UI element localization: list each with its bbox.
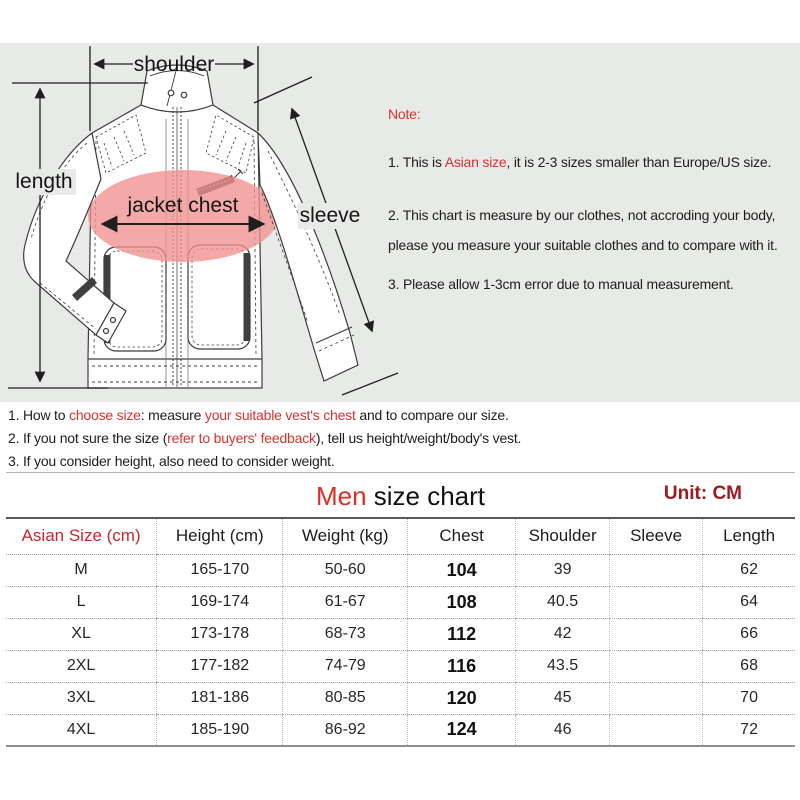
column-header: Length xyxy=(703,518,795,554)
table-cell: 39 xyxy=(516,554,610,586)
table-cell xyxy=(610,682,703,714)
table-cell: 112 xyxy=(408,618,516,650)
unit-label: Unit: CM xyxy=(663,483,742,504)
table-cell: 116 xyxy=(408,650,516,682)
table-row xyxy=(6,650,795,682)
table-cell: 72 xyxy=(703,714,795,746)
table-row xyxy=(6,618,795,650)
column-header: Shoulder xyxy=(516,518,610,554)
table-row xyxy=(6,682,795,714)
table-row xyxy=(6,714,795,746)
text-segment: ), tell us height/weight/body's vest. xyxy=(315,430,522,446)
table-cell: 45 xyxy=(516,682,610,714)
text-segment: refer to buyers' feedback xyxy=(167,430,316,446)
text-segment: , it is 2-3 sizes smaller than Europe/US size. xyxy=(506,154,772,170)
text-segment: Asian size xyxy=(444,154,507,170)
table-cell: 120 xyxy=(408,682,516,714)
diagram-panel xyxy=(0,43,800,402)
table-header-row xyxy=(6,518,795,554)
table-cell: 68-73 xyxy=(283,618,408,650)
text-segment: : measure xyxy=(140,407,205,423)
table-cell: 40.5 xyxy=(516,586,610,618)
column-header: Height (cm) xyxy=(157,518,283,554)
table-cell: 68 xyxy=(703,650,795,682)
column-header: Chest xyxy=(408,518,516,554)
table-cell: 173-178 xyxy=(157,618,283,650)
column-header: Sleeve xyxy=(610,518,703,554)
size-chart-section xyxy=(6,472,795,747)
table-cell: 3XL xyxy=(6,682,157,714)
note-item-2-line2: please you measure your suitable clothes and to compare with it. xyxy=(388,237,778,253)
table-cell: 46 xyxy=(516,714,610,746)
chart-title-rest: size chart xyxy=(366,481,486,511)
table-cell: 86-92 xyxy=(283,714,408,746)
chest-label: jacket chest xyxy=(127,194,239,217)
table-cell: 61-67 xyxy=(283,586,408,618)
table-cell: 169-174 xyxy=(157,586,283,618)
table-cell xyxy=(610,554,703,586)
table-cell: 108 xyxy=(408,586,516,618)
text-segment: 2. If you not sure the size ( xyxy=(8,430,168,446)
table-cell xyxy=(610,586,703,618)
table-row xyxy=(6,554,795,586)
table-cell: L xyxy=(6,586,157,618)
table-cell: 64 xyxy=(703,586,795,618)
table-cell: 177-182 xyxy=(157,650,283,682)
table-cell: 80-85 xyxy=(283,682,408,714)
note-item-2 xyxy=(388,200,798,260)
table-cell: 124 xyxy=(408,714,516,746)
note-item-1 xyxy=(388,152,771,172)
tip-3 xyxy=(8,450,521,473)
size-table xyxy=(6,517,795,747)
chart-title-row xyxy=(6,473,795,517)
table-cell xyxy=(610,714,703,746)
table-cell: M xyxy=(6,554,157,586)
note-item-2-line1: 2. This chart is measure by our clothes, not accroding your body, xyxy=(388,207,776,223)
table-cell: 50-60 xyxy=(283,554,408,586)
table-cell xyxy=(610,618,703,650)
table-cell: 74-79 xyxy=(283,650,408,682)
text-segment: 1. How to xyxy=(8,407,70,423)
tips-section xyxy=(8,404,521,473)
table-cell: 42 xyxy=(516,618,610,650)
table-cell: 4XL xyxy=(6,714,157,746)
table-cell: 185-190 xyxy=(157,714,283,746)
text-segment: 1. This is xyxy=(388,154,445,170)
table-cell: XL xyxy=(6,618,157,650)
table-cell: 181-186 xyxy=(157,682,283,714)
size-table-head xyxy=(6,518,795,554)
chart-title-men: Men xyxy=(315,481,367,511)
table-cell: 66 xyxy=(703,618,795,650)
table-cell: 165-170 xyxy=(157,554,283,586)
table-cell: 2XL xyxy=(6,650,157,682)
size-table-body xyxy=(6,554,795,746)
text-segment: your suitable vest's chest xyxy=(204,407,356,423)
table-row xyxy=(6,586,795,618)
note-heading: Note: xyxy=(388,106,421,122)
note-item-3: 3. Please allow 1-3cm error due to manual measurement. xyxy=(388,276,734,292)
table-cell: 104 xyxy=(408,554,516,586)
text-segment: choose size xyxy=(69,407,141,423)
text-segment: and to compare our size. xyxy=(355,407,509,423)
table-cell: 70 xyxy=(703,682,795,714)
tip-2 xyxy=(8,427,521,450)
column-header: Asian Size (cm) xyxy=(6,518,157,554)
length-label: length xyxy=(15,170,73,193)
shoulder-label: shoulder xyxy=(133,53,215,76)
table-cell xyxy=(610,650,703,682)
sleeve-label: sleeve xyxy=(299,204,361,227)
text-segment: 3. If you consider height, also need to consider weight. xyxy=(8,453,335,469)
tip-1 xyxy=(8,404,521,427)
column-header: Weight (kg) xyxy=(283,518,408,554)
table-cell: 62 xyxy=(703,554,795,586)
table-cell: 43.5 xyxy=(516,650,610,682)
